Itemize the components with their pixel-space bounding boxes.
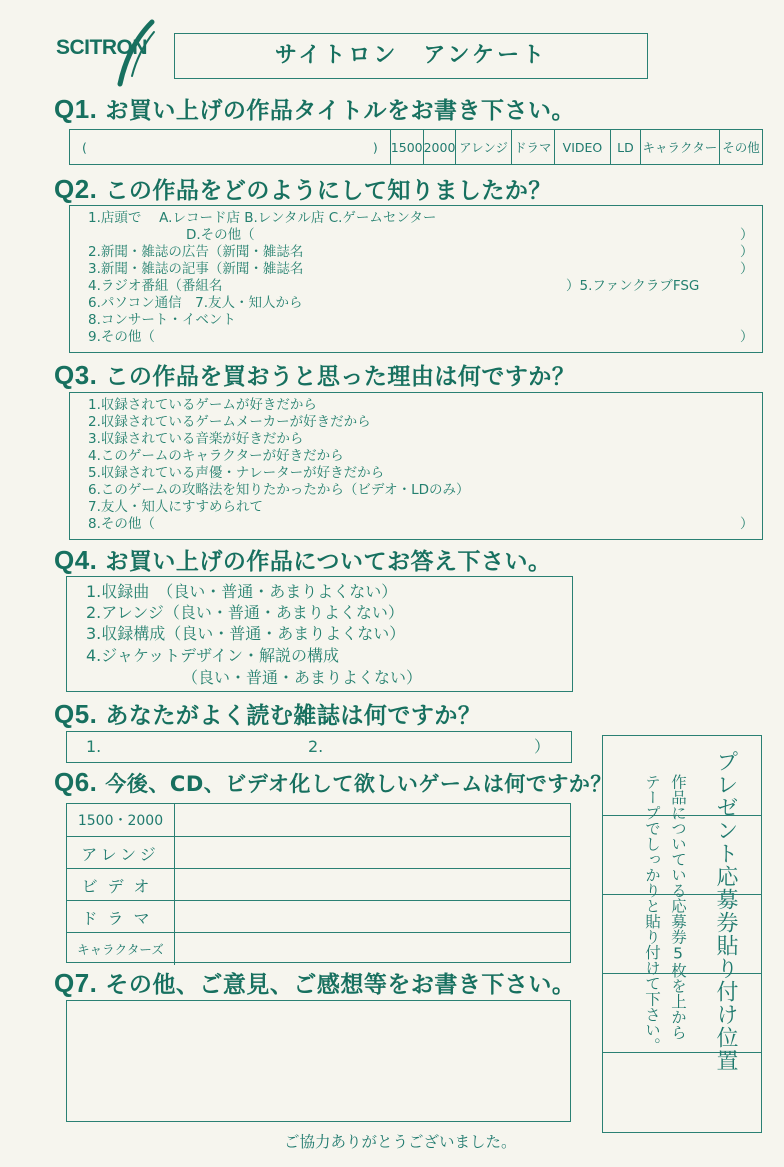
q2-line-1[interactable]: 1.店頭で A.レコード店 B.レンタル店 C.ゲームセンター [88,210,437,226]
q2-line-9[interactable]: 9.その他（ [88,329,155,345]
q1-option-other[interactable]: その他 [719,130,762,164]
q1-option-ld[interactable]: LD [610,130,640,164]
q2-line-4[interactable]: 4.ラジオ番組（番組名 [88,278,223,294]
q4-line-1[interactable]: 1.収録曲 （良い・普通・あまりよくない） [86,582,398,601]
q1-option-video[interactable]: VIDEO [554,130,610,164]
thanks-message: ご協力ありがとうございました。 [284,1133,517,1151]
q1-answer-row [69,129,763,165]
q3-text: この作品を買おうと思った理由は何ですか？ [105,364,576,390]
q3-line-4[interactable]: 4.このゲームのキャラクターが好きだから [88,448,344,464]
q2-heading [54,172,552,205]
q2-text: この作品をどのようにして知りましたか？ [105,178,552,204]
q3-line-2[interactable]: 2.収録されているゲームメーカーが好きだから [88,414,371,430]
q4-line-4[interactable]: 4.ジャケットデザイン・解説の構成 [86,646,340,665]
present-note-2: テープでしっかりと貼り付けて下さい。 [643,774,661,1053]
q1-option-1500[interactable]: 1500 [390,130,423,164]
q1-paren-open: ( [82,139,87,155]
q1-option-2000[interactable]: 2000 [423,130,456,164]
q3-line-3[interactable]: 3.収録されている音楽が好きだから [88,431,304,447]
q7-heading [54,966,575,999]
q1-title-field[interactable] [70,130,390,164]
q2-line-8[interactable]: 8.コンサート・イベント [88,312,236,328]
q3-heading [54,358,575,391]
q6-text: 今後、CD、ビデオ化して欲しいゲームは何ですか？ [105,772,612,796]
q2-line-3[interactable]: 3.新聞・雑誌の記事（新聞・雑誌名 [88,261,304,277]
q6-row-label: 1500・2000 [67,804,175,836]
q6-row-characters[interactable] [67,932,570,964]
q2-fanclub[interactable]: ）5.ファンクラブFSG [566,278,700,294]
q3-line-6[interactable]: 6.このゲームの攻略法を知りたかったから（ビデオ・LDのみ） [88,482,470,498]
q1-option-arrange[interactable]: アレンジ [455,130,510,164]
q3-close-8: ） [740,516,754,532]
present-title: プレゼント応募券貼り付け位置 [713,750,738,1072]
q4-text: お買い上げの作品についてお答え下さい。 [105,549,552,575]
q5-close: ） [534,737,551,756]
q4-line-2[interactable]: 2.アレンジ（良い・普通・あまりよくない） [86,603,404,622]
q3-line-7[interactable]: 7.友人・知人にすすめられて [88,499,264,515]
q2-close-1d: ） [740,227,754,243]
q6-row-arrange[interactable] [67,836,570,868]
q7-text: その他、ご意見、ご感想等をお書き下さい。 [105,972,576,998]
present-note-1: 作品についている応募券5枚を上から [669,774,687,1040]
q2-line-6[interactable]: 6.パソコン通信 7.友人・知人から [88,295,303,311]
q3-line-1[interactable]: 1.収録されているゲームが好きだから [88,397,317,413]
q5-heading [54,697,481,730]
q6-row-label: ビデオ [67,869,175,901]
q6-table [66,803,571,963]
q6-row-drama[interactable] [67,900,570,932]
q6-heading [54,767,612,798]
q2-close-3: ） [740,261,754,277]
q3-line-5[interactable]: 5.収録されている声優・ナレーターが好きだから [88,465,385,481]
q6-row-video[interactable] [67,868,570,900]
q3-line-8[interactable]: 8.その他（ [88,516,155,532]
q2-line-1d[interactable]: D.その他（ [186,227,255,243]
q6-row-label: ドラマ [67,901,175,933]
q5-label: Q5. [54,699,98,729]
q6-label: Q6. [54,767,98,797]
q1-text: お買い上げの作品タイトルをお書き下さい。 [105,98,575,124]
page-title: サイトロン アンケート [274,43,548,68]
q2-label: Q2. [54,174,98,204]
q7-comment-box[interactable] [66,1000,571,1122]
q6-row-1500-2000[interactable] [67,804,570,836]
q1-option-drama[interactable]: ドラマ [511,130,554,164]
q1-label: Q1. [54,94,98,124]
q7-label: Q7. [54,968,98,998]
present-coupon-area [602,735,762,1133]
q2-line-2[interactable]: 2.新聞・雑誌の広告（新聞・雑誌名 [88,244,304,260]
q1-option-character[interactable]: キャラクター [640,130,719,164]
q6-row-label: アレンジ [67,837,175,869]
logo-swoosh-icon [108,18,160,90]
scitron-logo: SCITRON [56,36,147,59]
q6-row-label: キャラクターズ [67,933,175,965]
q2-close-2: ） [740,244,754,260]
q1-paren-close: ) [372,139,378,155]
q2-close-9: ） [740,329,754,345]
q5-item-1[interactable]: 1. [86,737,102,756]
q4-heading [54,543,551,576]
q4-line-3[interactable]: 3.収録構成（良い・普通・あまりよくない） [86,624,406,643]
q1-heading [54,92,575,125]
q5-item-2[interactable]: 2. [308,737,324,756]
q5-text: あなたがよく読む雑誌は何ですか？ [105,703,482,729]
q3-label: Q3. [54,360,98,390]
q4-label: Q4. [54,545,98,575]
q4-line-4-options[interactable]: （良い・普通・あまりよくない） [182,668,423,687]
